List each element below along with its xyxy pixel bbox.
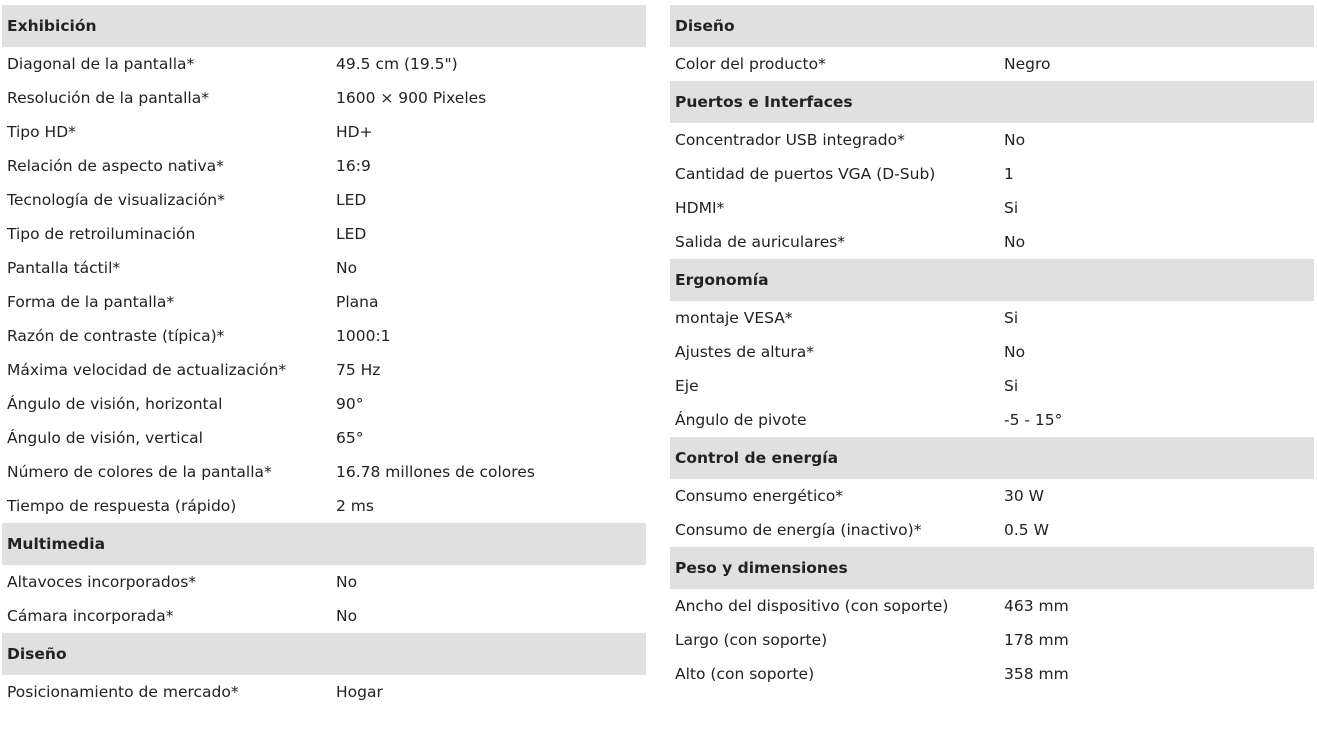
spec-row bbox=[670, 335, 1314, 369]
spec-label: Tipo de retroiluminación bbox=[7, 225, 196, 243]
spec-row bbox=[670, 623, 1314, 657]
spec-value: 49.5 cm (19.5") bbox=[336, 55, 458, 73]
spec-value: HD+ bbox=[336, 123, 373, 141]
spec-row bbox=[2, 115, 646, 149]
spec-row bbox=[2, 81, 646, 115]
spec-value: 178 mm bbox=[1004, 631, 1069, 649]
section-header: Exhibición bbox=[2, 5, 646, 47]
spec-label: Número de colores de la pantalla* bbox=[7, 463, 272, 481]
spec-label: Ángulo de visión, vertical bbox=[7, 429, 203, 447]
spec-label: Alto (con soporte) bbox=[675, 665, 815, 683]
spec-value: Si bbox=[1004, 377, 1019, 395]
spec-value: 358 mm bbox=[1004, 665, 1069, 683]
spec-value: No bbox=[336, 607, 358, 625]
section-header: Diseño bbox=[670, 5, 1314, 47]
spec-label: Ajustes de altura* bbox=[675, 343, 815, 361]
spec-label: Diagonal de la pantalla* bbox=[7, 55, 195, 73]
spec-section-diseno bbox=[670, 5, 1314, 81]
spec-value: No bbox=[1004, 233, 1026, 251]
section-header: Diseño bbox=[2, 633, 646, 675]
spec-row bbox=[670, 403, 1314, 437]
spec-label: Relación de aspecto nativa* bbox=[7, 157, 224, 175]
spec-label: Resolución de la pantalla* bbox=[7, 89, 209, 107]
spec-label: Tipo HD* bbox=[7, 123, 76, 141]
spec-label: Consumo de energía (inactivo)* bbox=[675, 521, 922, 539]
spec-label: Tecnología de visualización* bbox=[7, 191, 225, 209]
spec-section-control-de-energia bbox=[670, 437, 1314, 547]
spec-row bbox=[670, 479, 1314, 513]
spec-value: No bbox=[336, 573, 358, 591]
spec-value: 1000:1 bbox=[336, 327, 391, 345]
section-header: Ergonomía bbox=[670, 259, 1314, 301]
section-header: Control de energía bbox=[670, 437, 1314, 479]
spec-row bbox=[670, 513, 1314, 547]
spec-label: Máxima velocidad de actualización* bbox=[7, 361, 287, 379]
spec-row bbox=[2, 319, 646, 353]
spec-value: 90° bbox=[336, 395, 364, 413]
spec-column-right bbox=[670, 5, 1314, 691]
spec-row bbox=[670, 225, 1314, 259]
spec-section-puertos-e-interfaces bbox=[670, 81, 1314, 259]
spec-label: Ancho del dispositivo (con soporte) bbox=[675, 597, 949, 615]
spec-row bbox=[2, 183, 646, 217]
spec-label: Razón de contraste (típica)* bbox=[7, 327, 225, 345]
spec-value: No bbox=[1004, 131, 1026, 149]
spec-row bbox=[670, 301, 1314, 335]
spec-label: Concentrador USB integrado* bbox=[675, 131, 905, 149]
spec-label: Altavoces incorporados* bbox=[7, 573, 197, 591]
spec-value: 1 bbox=[1004, 165, 1014, 183]
spec-value: 30 W bbox=[1004, 487, 1044, 505]
spec-value: 463 mm bbox=[1004, 597, 1069, 615]
spec-value: Hogar bbox=[336, 683, 383, 701]
spec-row bbox=[670, 47, 1314, 81]
spec-value: Si bbox=[1004, 199, 1019, 217]
spec-label: Posicionamiento de mercado* bbox=[7, 683, 239, 701]
spec-row bbox=[670, 157, 1314, 191]
spec-row bbox=[670, 589, 1314, 623]
spec-value: Plana bbox=[336, 293, 379, 311]
spec-row bbox=[2, 217, 646, 251]
spec-row bbox=[2, 353, 646, 387]
section-header: Multimedia bbox=[2, 523, 646, 565]
spec-row bbox=[2, 565, 646, 599]
spec-row bbox=[2, 285, 646, 319]
section-header: Puertos e Interfaces bbox=[670, 81, 1314, 123]
spec-value: 2 ms bbox=[336, 497, 374, 515]
spec-section-diseno bbox=[2, 633, 646, 709]
spec-row bbox=[2, 675, 646, 709]
spec-section-ergonomia bbox=[670, 259, 1314, 437]
spec-row bbox=[2, 455, 646, 489]
spec-section-peso-y-dimensiones bbox=[670, 547, 1314, 691]
spec-label: Cámara incorporada* bbox=[7, 607, 174, 625]
spec-value: -5 - 15° bbox=[1004, 411, 1063, 429]
spec-value: 1600 × 900 Pixeles bbox=[336, 89, 487, 107]
spec-row bbox=[670, 123, 1314, 157]
spec-label: Cantidad de puertos VGA (D-Sub) bbox=[675, 165, 936, 183]
spec-row bbox=[670, 191, 1314, 225]
spec-label: Pantalla táctil* bbox=[7, 259, 121, 277]
spec-value: 16:9 bbox=[336, 157, 371, 175]
spec-label: Forma de la pantalla* bbox=[7, 293, 175, 311]
spec-row bbox=[2, 149, 646, 183]
spec-value: 65° bbox=[336, 429, 364, 447]
spec-row bbox=[2, 47, 646, 81]
spec-column-left bbox=[2, 5, 646, 709]
spec-row bbox=[2, 599, 646, 633]
spec-value: 0.5 W bbox=[1004, 521, 1049, 539]
spec-value: No bbox=[1004, 343, 1026, 361]
spec-row bbox=[2, 489, 646, 523]
spec-label: Tiempo de respuesta (rápido) bbox=[7, 497, 237, 515]
spec-row bbox=[2, 421, 646, 455]
spec-value: Si bbox=[1004, 309, 1019, 327]
spec-value: 16.78 millones de colores bbox=[336, 463, 535, 481]
spec-label: montaje VESA* bbox=[675, 309, 793, 327]
spec-value: 75 Hz bbox=[336, 361, 381, 379]
spec-value: LED bbox=[336, 191, 367, 209]
spec-label: Color del producto* bbox=[675, 55, 826, 73]
spec-label: Consumo energético* bbox=[675, 487, 844, 505]
spec-label: HDMI* bbox=[675, 199, 725, 217]
spec-label: Ángulo de visión, horizontal bbox=[7, 395, 223, 413]
spec-label: Eje bbox=[675, 377, 699, 395]
spec-label: Salida de auriculares* bbox=[675, 233, 846, 251]
section-header: Peso y dimensiones bbox=[670, 547, 1314, 589]
spec-row bbox=[2, 251, 646, 285]
spec-label: Largo (con soporte) bbox=[675, 631, 828, 649]
spec-value: LED bbox=[336, 225, 367, 243]
spec-label: Ángulo de pivote bbox=[675, 411, 807, 429]
spec-row bbox=[670, 657, 1314, 691]
spec-row bbox=[2, 387, 646, 421]
spec-value: Negro bbox=[1004, 55, 1051, 73]
spec-row bbox=[670, 369, 1314, 403]
spec-section-multimedia bbox=[2, 523, 646, 633]
spec-section-exhibicion bbox=[2, 5, 646, 523]
spec-value: No bbox=[336, 259, 358, 277]
